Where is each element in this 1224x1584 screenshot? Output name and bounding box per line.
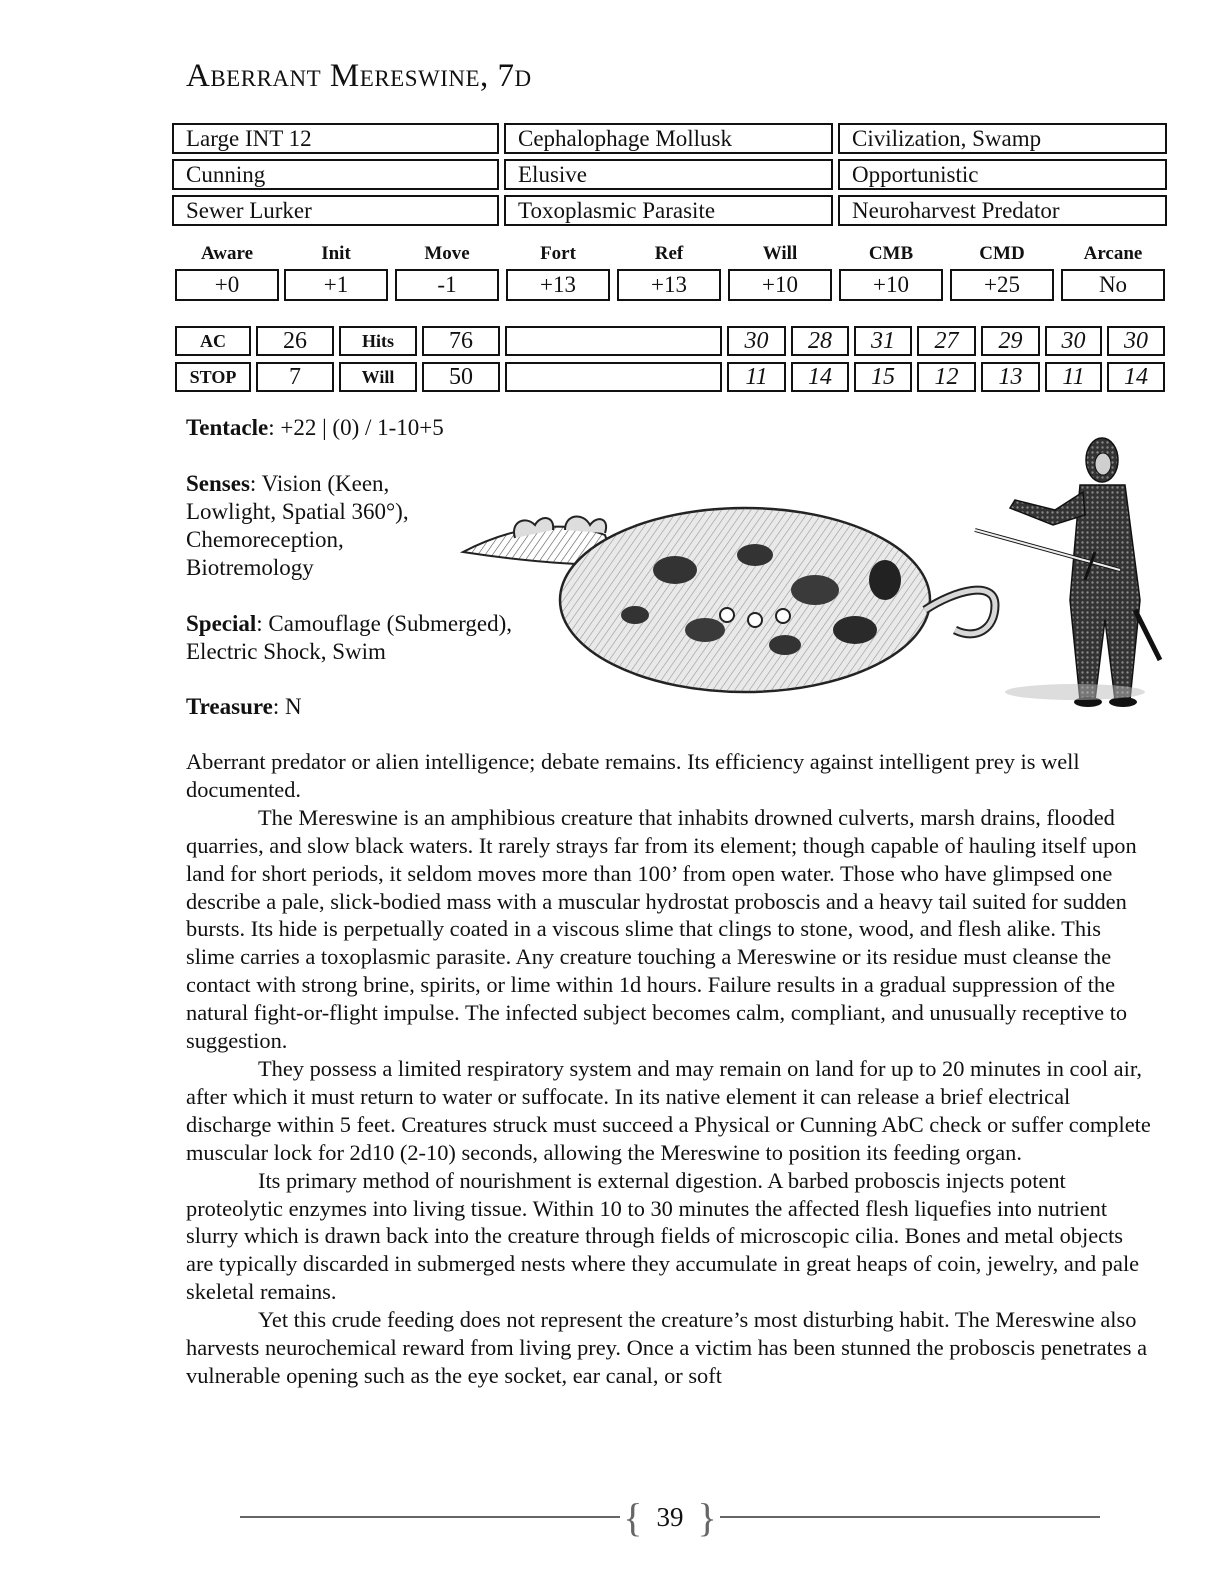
descriptor-cell: Cephalophage Mollusk [504,123,833,154]
descriptor-cell: Cunning [172,159,499,190]
footer-rule-left [240,1516,620,1518]
treasure-text: : N [272,694,302,719]
stop-label: STOP [175,362,251,392]
stat-value-will: +10 [728,269,832,301]
stat-value-init: +1 [284,269,388,301]
page-number-group [618,1494,722,1540]
descriptor-cell: Neuroharvest Predator [838,195,1167,226]
ac-label: AC [175,326,251,356]
stat-value-move: -1 [395,269,499,301]
special-line: Electric Shock, Swim [186,639,386,664]
paragraph: Yet this crude feeding does not represent the creature’s most disturbing habit. The Mereswine also harvests neurochemical reward from living prey. Once a victim has been stunned the proboscis penetrates a vulnerable opening such as the eye socket, ear canal, or soft [186,1307,1148,1388]
hits-label: Hits [339,326,417,356]
score-cell: 30 [1045,326,1102,356]
score-cell: 29 [981,326,1040,356]
stat-value-cmb: +10 [839,269,943,301]
creature-figure [463,508,995,692]
score-cell: 14 [791,362,849,392]
stat-label-cmb: CMB [868,243,914,264]
paragraph: The Mereswine is an amphibious creature that inhabits drowned culverts, marsh drains, flooded quarries, and slow black waters. It rarely strays far from its element; though capable of hauling itself upon land for short periods, it seldom moves more than 100’ from open water. Those who have glimpsed one describe a pale, slick-bodied mass with a muscular hydrostat proboscis and a heavy tail suited for sudden bursts. Its hide is perpetually coated in a viscous slime that clings to stone, wood, and flesh alike. This slime carries a toxoplasmic parasite. Any creature touching a Mereswine or its residue must cleanse the contact with strong brine, spirits, or lime within 1d hours. Failure results in a gradual suppression of the natural fight-or-flight impulse. The infected subject becomes calm, compliant, and unusually receptive to suggestion. [186,804,1137,1054]
score-cell: 11 [727,362,786,392]
stat-label-will: Will [762,243,798,264]
score-cell: 14 [1107,362,1165,392]
descriptor-cell: Elusive [504,159,833,190]
senses-line: Biotremology [186,555,314,580]
creature-title: Aberrant Mereswine, 7d [186,58,532,94]
score-cell: 15 [854,362,912,392]
footer-rule-right [720,1516,1100,1518]
mereswine-illustration [455,430,1165,720]
descriptor-cell: Opportunistic [838,159,1167,190]
senses-line: Chemoreception, [186,527,344,552]
page-number: 39 [656,1501,684,1532]
paragraph: Aberrant predator or alien intelligence; debate remains. Its efficiency against intelligent prey is well documented. [186,749,1080,802]
attack-text: : +22 | (0) / 1-10+5 [268,415,444,440]
treasure-line [186,693,302,721]
blank-cell [505,326,722,356]
stat-value-cmd: +25 [950,269,1054,301]
bracket-right-icon: } [697,1494,717,1540]
descriptor-cell: Civilization, Swamp [838,123,1167,154]
stat-value-arcane: No [1061,269,1165,301]
special-line: : Camouflage (Submerged), [256,611,512,636]
senses-line: Lowlight, Spatial 360°), [186,499,409,524]
stat-label-cmd: CMD [979,243,1025,264]
stat-label-arcane: Arcane [1083,243,1143,264]
paragraph: They possess a limited respiratory system and may remain on land for up to 20 minutes in cool air, after which it must return to water or suffocate. In its native element it can release a brief electrical discharge within 5 feet. Creatures struck must succeed a Physical or Cunning AbC check or suffer complete muscular lock for 2d10 (2-10) seconds, allowing the Mereswine to position its feeding organ. [186,1055,1151,1165]
hits-value: 76 [422,326,500,356]
score-cell: 30 [727,326,786,356]
stat-label-aware: Aware [200,243,254,264]
score-cell: 28 [791,326,849,356]
description-text [186,748,1154,1390]
stat-label-ref: Ref [654,243,684,264]
stat-label-move: Move [424,243,470,264]
attack-label: Tentacle [186,415,269,440]
stat-value-ref: +13 [617,269,721,301]
score-cell: 31 [854,326,912,356]
knight-figure [975,438,1160,707]
will-value: 50 [422,362,500,392]
special-label: Special [186,611,257,636]
attack-line [186,414,444,442]
senses-label: Senses [186,471,250,496]
senses-block [186,470,409,582]
senses-line: : Vision (Keen, [249,471,390,496]
score-cell: 30 [1107,326,1165,356]
stat-value-aware: +0 [175,269,279,301]
stop-value: 7 [256,362,334,392]
score-cell: 27 [917,326,976,356]
ac-value: 26 [256,326,334,356]
blank-cell [505,362,722,392]
score-cell: 11 [1045,362,1102,392]
descriptor-cell: Sewer Lurker [172,195,499,226]
score-cell: 12 [917,362,976,392]
stat-label-fort: Fort [540,243,576,264]
score-cell: 13 [981,362,1040,392]
stat-label-init: Init [321,243,351,264]
descriptor-cell: Large INT 12 [172,123,499,154]
stat-value-fort: +13 [506,269,610,301]
will-label: Will [339,362,417,392]
bracket-left-icon: { [623,1494,643,1540]
paragraph: Its primary method of nourishment is external digestion. A barbed proboscis injects potent proteolytic enzymes into living tissue. Within 10 to 30 minutes the affected flesh liquefies into nutrient slurry which is drawn back into the creature through fields of microscopic cilia. Bones and metal objects are typically discarded in submerged nests where they accumulate in great heaps of coin, jewelry, and pale skeletal remains. [186,1167,1140,1305]
descriptor-cell: Toxoplasmic Parasite [504,195,833,226]
treasure-label: Treasure [186,694,273,719]
